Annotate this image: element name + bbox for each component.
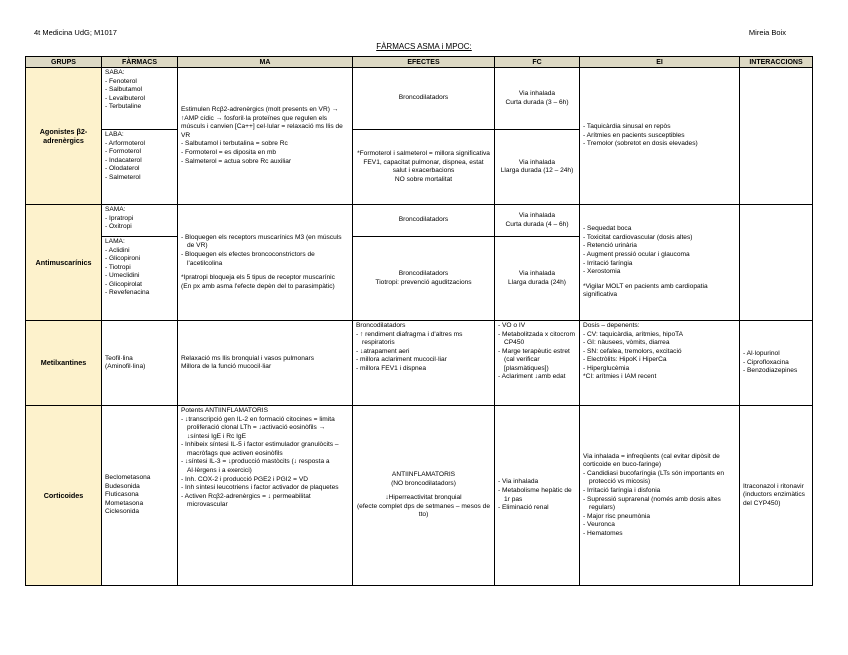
list-item: - Metabolisme hepàtic de 1r pas [498, 487, 576, 504]
fc-route: Via inhalada [518, 90, 556, 98]
drug-name: Budesonida [105, 482, 140, 490]
list-item: - ↑ rendiment diafragma i d'altres ms respiratoris [356, 331, 491, 348]
efectes-laba-mortality: NO sobre mortalitat [394, 175, 453, 183]
document-title: FÀRMACS ASMA i MPOC: [376, 42, 472, 51]
list-item: - Via inhalada [498, 478, 576, 487]
header-course: 4t Medicina UdG; M1017 [34, 28, 117, 37]
efectes-lama-tiotropi: Tiotropi: prevenció aguditzacions [375, 278, 472, 286]
efectes-title: Broncodilatadors [356, 322, 406, 330]
list-item: - Marge terapèutic estret (cal verificar [plasmàtiques]) [498, 348, 576, 374]
list-item: - Bloquegen els receptors muscarínics M3 (en músculs de VR) [181, 234, 349, 251]
ei-metilxantines [580, 321, 740, 406]
fc-lama [495, 237, 580, 321]
fc-saba [495, 68, 580, 130]
list-item: - Tremolor (sobretot en dosis elevades) [583, 140, 736, 149]
col-header-ma: MA [178, 57, 353, 68]
interaccions-agonistes [740, 68, 813, 205]
efectes-subtitle: (NO broncodilatadors) [391, 479, 456, 487]
ei-intro: Via inhalada = infreqüents (cal evitar dipòsit de corticoide en buco-faringe) [583, 452, 720, 469]
list-item: - millora FEV1 i dispnea [356, 365, 491, 374]
list-item: - Glicopironi [105, 255, 174, 264]
list-item: - Irritació faríngia i disfonia [583, 487, 736, 496]
table-header-row [26, 57, 813, 68]
list-item: - Tiotropi [105, 264, 174, 273]
list-item: - Salmeterol = actua sobre Rc auxiliar [181, 158, 349, 167]
ma-antimuscarinics [178, 205, 353, 321]
list-item: - Major risc pneumònia [583, 513, 736, 522]
list-item: - Salbutamol [105, 86, 174, 95]
ei-note: *Vigilar MOLT en pacients amb cardiopatia significativa [583, 282, 708, 299]
header-author: Mireia Boix [748, 28, 786, 37]
farmacs-sama [102, 205, 178, 237]
fc-corticoides [495, 406, 580, 586]
list-item: - Ciprofloxacina [743, 359, 809, 368]
table-row [26, 406, 813, 586]
fc-metilxantines [495, 321, 580, 406]
list-item: - Candidiasi bucofaríngia (LTs són importants en protecció vs micosis) [583, 470, 736, 487]
list-item: - Retenció urinària [583, 242, 736, 251]
ma-title: Potents ANTIINFLAMATORIS [181, 407, 268, 415]
list-item: - Sequedat boca [583, 225, 736, 234]
drug-name: Beclometasona [105, 474, 151, 482]
fc-duration: Curta durada (3 – 6h) [505, 98, 569, 106]
interaccions-corticoides: Itraconazol i ritonavir (inductors enzimàtics del CYP450) [740, 406, 813, 586]
list-item: - Inh. COX-2 i producció PGE2 i PGI2 = VD [181, 476, 349, 485]
list-item: - Indacaterol [105, 157, 174, 166]
efectes-laba-text: *Formoterol i salmeterol = millora significativa FEV1, capacitat pulmonar, dispnea, estat salut i exacerbacions [357, 149, 490, 175]
list-item: - ↓transcripció gen IL-2 en formació citocines = limita proliferació clonal LTh = ↓activació eosinòfils → ↓síntesi IgE i Rc IgE [181, 416, 349, 442]
list-item: - Ipratropi [105, 215, 174, 224]
sama-label: SAMA: [105, 206, 126, 214]
drug-name: Teofil·lina [105, 354, 133, 362]
list-item: - Al·lopurinol [743, 350, 809, 359]
list-item: - Augment pressió ocular i glaucoma [583, 251, 736, 260]
efectes-lama-text: Broncodilatadors [398, 270, 449, 278]
list-item: - Bloquegen els efectes broncoconstrictors de l'acetilcolina [181, 251, 349, 268]
farmacs-metilxantines [102, 321, 178, 406]
laba-label: LABA: [105, 131, 124, 139]
list-item: - Hiperglucèmia [583, 365, 736, 374]
list-item: - Aclidini [105, 247, 174, 256]
list-item: - Formoterol [105, 148, 174, 157]
lama-label: LAMA: [105, 238, 125, 246]
list-item: - Fenoterol [105, 78, 174, 87]
efectes-note: (efecte complet dps de setmanes – mesos de tto) [356, 502, 491, 519]
saba-label: SABA: [105, 69, 125, 77]
ma-metilxantines [178, 321, 353, 406]
col-header-ei: EI [580, 57, 740, 68]
list-item: - Taquicàrdia sinusal en repòs [583, 123, 736, 132]
list-item: - Salbutamol i terbutalina = sobre Rc [181, 140, 349, 149]
ma-agonistes [178, 68, 353, 205]
list-item: - Xerostomia [583, 268, 736, 277]
fc-duration: Llarga durada (12 – 24h) [500, 167, 574, 175]
ei-agonistes [580, 68, 740, 205]
table-row [26, 321, 813, 406]
list-item: - Terbutaline [105, 103, 174, 112]
list-item: - CV: taquicàrdia, arítmies, hipoTA [583, 331, 736, 340]
list-item: - ↓síntesi IL-3 = ↓producció mastòcits (↓ resposta a Al·lèrgens i a exercici) [181, 458, 349, 475]
ma-text: Relaxació ms llis bronquial i vasos pulmonars [181, 354, 315, 362]
group-agonistes: Agonistes β2-adrenèrgics [26, 68, 102, 205]
ma-corticoides [178, 406, 353, 586]
efectes-metilxantines [353, 321, 495, 406]
list-item: - Umeclidini [105, 272, 174, 281]
group-corticoides: Corticoides [26, 406, 102, 586]
list-item: - Inhibeix síntesi IL-5 i factor estimulador granulòcits – macròfags que activen eosinòfils [181, 441, 349, 458]
fc-duration: Llarga durada (24h) [508, 278, 566, 286]
ei-title: Dosis – depenents: [583, 322, 640, 330]
ma-note: (En px amb asma l'efecte depèn del to parasimpàtic) [181, 282, 335, 290]
ei-antimuscarinics [580, 205, 740, 321]
list-item: - millora aclariment mucocil·liar [356, 356, 491, 365]
col-header-interaccions: INTERACCIONS [740, 57, 813, 68]
drug-table [25, 56, 813, 586]
col-header-farmacs: FÀRMACS [102, 57, 178, 68]
farmacs-laba [102, 130, 178, 205]
interaccions-metilxantines [740, 321, 813, 406]
list-item: - Metabolitzada x citocrom CP450 [498, 331, 576, 348]
farmacs-saba [102, 68, 178, 130]
efectes-title: ANTIINFLAMATORIS [391, 471, 456, 479]
list-item: - Arítmies en pacients susceptibles [583, 132, 736, 141]
list-item: - VO o IV [498, 322, 576, 331]
list-item: - Eliminació renal [498, 504, 576, 513]
efectes-saba: Broncodilatadors [353, 68, 495, 130]
list-item: - ↓atrapament aeri [356, 348, 491, 357]
fc-laba [495, 130, 580, 205]
col-header-grups: GRUPS [26, 57, 102, 68]
ei-corticoides [580, 406, 740, 586]
list-item: - Benzodiazepines [743, 367, 809, 376]
table-row [26, 68, 813, 130]
efectes-laba [353, 130, 495, 205]
group-metilxantines: Metilxantines [26, 321, 102, 406]
list-item: - Salmeterol [105, 174, 174, 183]
list-item: - Aclariment ↓amb edat [498, 373, 576, 382]
ma-intro: Estimulen Rcβ2-adrenèrgics (molt presents en VR) → ↑AMP cídic → fosforil·la proteïnes que regulen els músculs i canvien [Ca++] cel·lular = relaxació ms llis de VR [181, 106, 343, 139]
ma-text: Millora de la funció mucocil·liar [181, 363, 272, 371]
list-item: - Activen Rcβ2-adrenèrgics = ↓ permeabilitat microvascular [181, 493, 349, 510]
list-item: - Revefenacina [105, 289, 174, 298]
list-item: - Toxicitat cardiovascular (dosis altes) [583, 234, 736, 243]
list-item: - GI: nàusees, vòmits, diarrea [583, 339, 736, 348]
list-item: - Irritació faríngia [583, 260, 736, 269]
efectes-sama: Broncodilatadors [353, 205, 495, 237]
list-item: - Inh síntesi leucotriens i factor activador de plaquetes [181, 484, 349, 493]
drug-name: Fluticasona [105, 491, 139, 499]
farmacs-corticoides [102, 406, 178, 586]
efectes-corticoides [353, 406, 495, 586]
ma-note: *Ipratropi bloqueja els 5 tipus de receptor muscarínic [181, 274, 335, 282]
drug-name: Mometasona [105, 499, 144, 507]
ei-note: *CI: arítmies i IAM recent [583, 373, 657, 381]
interaccions-antimuscarinics [740, 205, 813, 321]
col-header-efectes: EFECTES [353, 57, 495, 68]
list-item: - Hematomes [583, 530, 736, 539]
farmacs-lama [102, 237, 178, 321]
group-antimuscarinics: Antimuscarínics [26, 205, 102, 321]
list-item: - Oxitropi [105, 223, 174, 232]
list-item: - Glicopirolat [105, 281, 174, 290]
fc-route: Via inhalada [518, 212, 556, 220]
list-item: - Formoterol = es diposita en mb [181, 149, 349, 158]
list-item: - Supressió suprarenal (només amb dosis altes regulars) [583, 496, 736, 513]
efectes-lama [353, 237, 495, 321]
list-item: - Olodaterol [105, 165, 174, 174]
fc-route: Via inhalada [518, 270, 556, 278]
table-row [26, 205, 813, 237]
list-item: - SN: cefalea, tremolors, excitació [583, 348, 736, 357]
list-item: - Arformoterol [105, 140, 174, 149]
fc-sama [495, 205, 580, 237]
drug-name: Ciclesonida [105, 508, 140, 516]
list-item: - Veuronca [583, 521, 736, 530]
list-item: - Electròlits: HipoK i HiperCa [583, 356, 736, 365]
list-item: - Levalbuterol [105, 95, 174, 104]
drug-name: (Aminofil·lina) [105, 363, 146, 371]
fc-route: Via inhalada [518, 158, 556, 166]
col-header-fc: FC [495, 57, 580, 68]
fc-duration: Curta durada (4 – 6h) [505, 220, 569, 228]
efectes-hiperreactivitat: ↓Hiperreactivitat bronquial [385, 494, 462, 502]
